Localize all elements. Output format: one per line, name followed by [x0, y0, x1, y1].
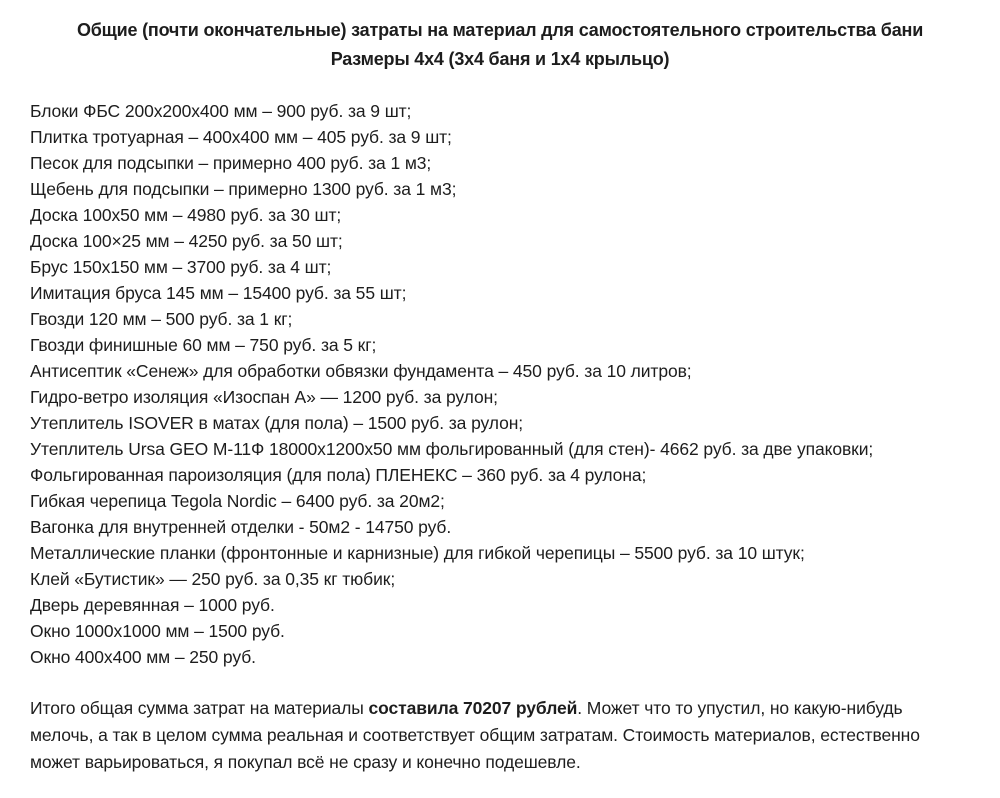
summary-total-amount: составила 70207 рублей — [368, 698, 578, 718]
material-item: Гвозди 120 мм – 500 руб. за 1 кг; — [30, 309, 293, 329]
material-item: Утеплитель Ursa GEO М-11Ф 18000х1200х50 мм фольгированный (для стен)- 4662 руб. за две упаковки; — [30, 439, 874, 459]
material-item: Фольгированная пароизоляция (для пола) ПЛЕНЕКС – 360 руб. за 4 рулона; — [30, 465, 647, 485]
material-item: Блоки ФБС 200х200х400 мм – 900 руб. за 9 шт; — [30, 101, 412, 121]
material-item: Утеплитель ISOVER в матах (для пола) – 1500 руб. за рулон; — [30, 413, 524, 433]
material-item: Клей «Бутистик» — 250 руб. за 0,35 кг тюбик; — [30, 569, 396, 589]
material-item: Доска 100×25 мм – 4250 руб. за 50 шт; — [30, 231, 343, 251]
document-title — [30, 16, 970, 74]
material-item: Гвозди финишные 60 мм – 750 руб. за 5 кг; — [30, 335, 377, 355]
material-item: Доска 100х50 мм – 4980 руб. за 30 шт; — [30, 205, 342, 225]
material-item: Гидро-ветро изоляция «Изоспан А» — 1200 руб. за рулон; — [30, 387, 498, 407]
material-item: Имитация бруса 145 мм – 15400 руб. за 55 шт; — [30, 283, 407, 303]
material-item: Плитка тротуарная – 400х400 мм – 405 руб. за 9 шт; — [30, 127, 452, 147]
summary-paragraph — [30, 695, 968, 776]
material-item: Брус 150х150 мм – 3700 руб. за 4 шт; — [30, 257, 332, 277]
materials-list — [30, 98, 970, 670]
material-item: Окно 1000х1000 мм – 1500 руб. — [30, 621, 285, 641]
material-item: Окно 400х400 мм – 250 руб. — [30, 647, 256, 667]
material-item: Гибкая черепица Tegola Nordic – 6400 руб. за 20м2; — [30, 491, 445, 511]
material-item: Дверь деревянная – 1000 руб. — [30, 595, 275, 615]
material-item: Вагонка для внутренней отделки - 50м2 - 14750 руб. — [30, 517, 452, 537]
material-item: Песок для подсыпки – примерно 400 руб. за 1 м3; — [30, 153, 432, 173]
material-item: Антисептик «Сенеж» для обработки обвязки фундамента – 450 руб. за 10 литров; — [30, 361, 692, 381]
summary-text-after: . Может что то упустил, но какую-нибудь мелочь, а так в целом сумма реальная и соответствует общим затратам. Стоимость материалов, естественно может варьироваться, я покупал всё не сразу и конечно подешевле. — [30, 698, 920, 772]
summary-text-before: Итого общая сумма затрат на материалы — [30, 698, 369, 718]
title-line-2: Размеры 4х4 (3х4 баня и 1х4 крыльцо) — [330, 49, 670, 69]
title-line-1: Общие (почти окончательные) затраты на материал для самостоятельного строительства бани — [76, 20, 924, 40]
material-item: Металлические планки (фронтонные и карнизные) для гибкой черепицы – 5500 руб. за 10 штук; — [30, 543, 805, 563]
material-item: Щебень для подсыпки – примерно 1300 руб. за 1 м3; — [30, 179, 457, 199]
